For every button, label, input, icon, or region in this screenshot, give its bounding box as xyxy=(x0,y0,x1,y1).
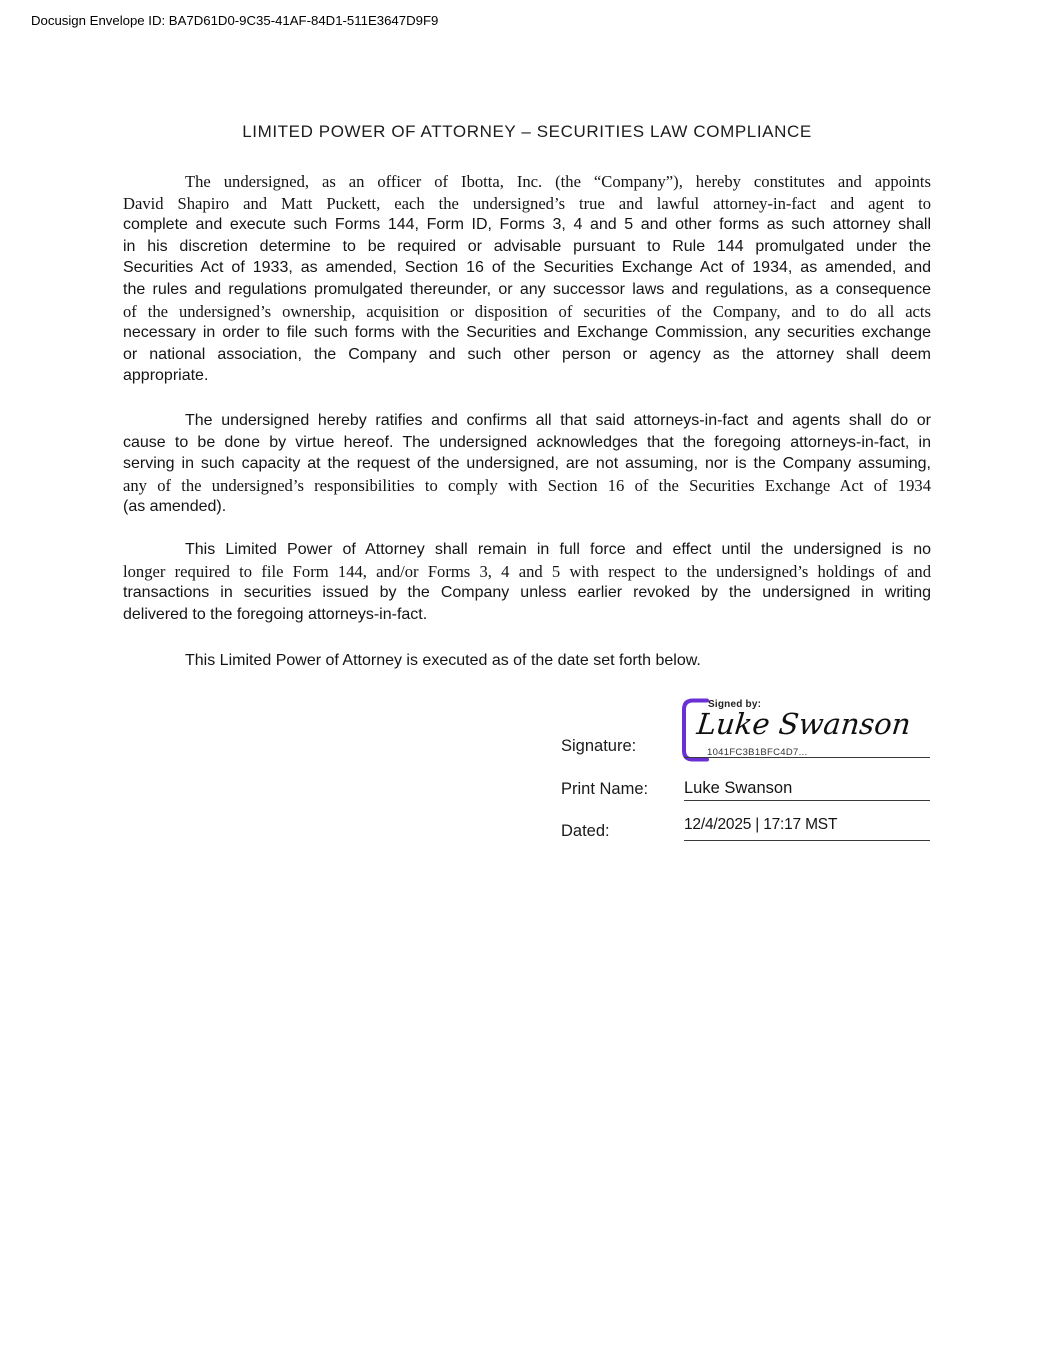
signature-field-label: Signature: xyxy=(561,737,637,755)
paragraph-line: in his discretion determine to be required or advisable pursuant to Rule 144 promulgated under the xyxy=(123,237,931,255)
print-name-line xyxy=(684,800,930,801)
paragraph-3 xyxy=(123,539,931,625)
signed-by-label: Signed by: xyxy=(708,699,762,710)
dated-value: 12/4/2025 | 17:17 MST xyxy=(684,816,838,833)
paragraph-line: or national association, the Company and such other person or agency as the attorney shall deem xyxy=(123,345,931,363)
paragraph-line: longer required to file Form 144, and/or Forms 3, 4 and 5 with respect to the undersigned’s holdings of and xyxy=(123,561,931,581)
document-title: LIMITED POWER OF ATTORNEY – SECURITIES LAW COMPLIANCE xyxy=(242,122,812,141)
paragraph-line: transactions in securities issued by the Company unless earlier revoked by the undersigned in writing xyxy=(123,584,931,602)
paragraph-1 xyxy=(123,171,931,387)
handwritten-signature: Luke Swanson xyxy=(695,707,913,741)
paragraph-line: This Limited Power of Attorney is executed as of the date set forth below. xyxy=(185,652,701,669)
paragraph-line: of the undersigned’s ownership, acquisition or disposition of securities of the Company, and to do all acts xyxy=(123,301,931,321)
docusign-envelope-id: Docusign Envelope ID: BA7D61D0-9C35-41AF-84D1-511E3647D9F9 xyxy=(31,13,439,28)
docusign-signature-id: 1041FC3B1BFC4D7... xyxy=(707,747,808,758)
paragraph-line: Securities Act of 1933, as amended, Section 16 of the Securities Exchange Act of 1934, as amended, and xyxy=(123,259,931,277)
paragraph-line: David Shapiro and Matt Puckett, each the undersigned’s true and lawful attorney-in-fact and agent to xyxy=(123,193,931,213)
paragraph-line: The undersigned hereby ratifies and confirms all that said attorneys-in-fact and agents shall do or xyxy=(185,412,931,429)
paragraph-4 xyxy=(123,650,931,672)
paragraph-line: necessary in order to file such forms with the Securities and Exchange Commission, any securities exchange xyxy=(123,324,931,342)
paragraph-line: serving in such capacity at the request of the undersigned, are not assuming, nor is the Company assuming, xyxy=(123,455,931,473)
paragraph-line: The undersigned, as an officer of Ibotta, Inc. (the “Company”), hereby constitutes and appoints xyxy=(185,172,931,191)
paragraph-line: the rules and regulations promulgated thereunder, or any successor laws and regulations, as a consequence xyxy=(123,280,931,298)
paragraph-2 xyxy=(123,410,931,518)
paragraph-line: complete and execute such Forms 144, Form ID, Forms 3, 4 and 5 and other forms as such attorney shall xyxy=(123,216,931,234)
paragraph-line: (as amended). xyxy=(123,498,227,516)
dated-field-label: Dated: xyxy=(561,822,610,840)
dated-line xyxy=(684,840,930,841)
paragraph-line: This Limited Power of Attorney shall remain in full force and effect until the undersigned is no xyxy=(185,541,931,558)
print-name-field-label: Print Name: xyxy=(561,780,649,798)
paragraph-line: delivered to the foregoing attorneys-in-fact. xyxy=(123,605,428,623)
paragraph-line: cause to be done by virtue hereof. The undersigned acknowledges that the foregoing attorneys-in-fact, in xyxy=(123,433,931,451)
paragraph-line: appropriate. xyxy=(123,367,209,385)
print-name-value: Luke Swanson xyxy=(684,779,793,797)
paragraph-line: any of the undersigned’s responsibilities to comply with Section 16 of the Securities Exchange Act of 1934 xyxy=(123,475,931,495)
